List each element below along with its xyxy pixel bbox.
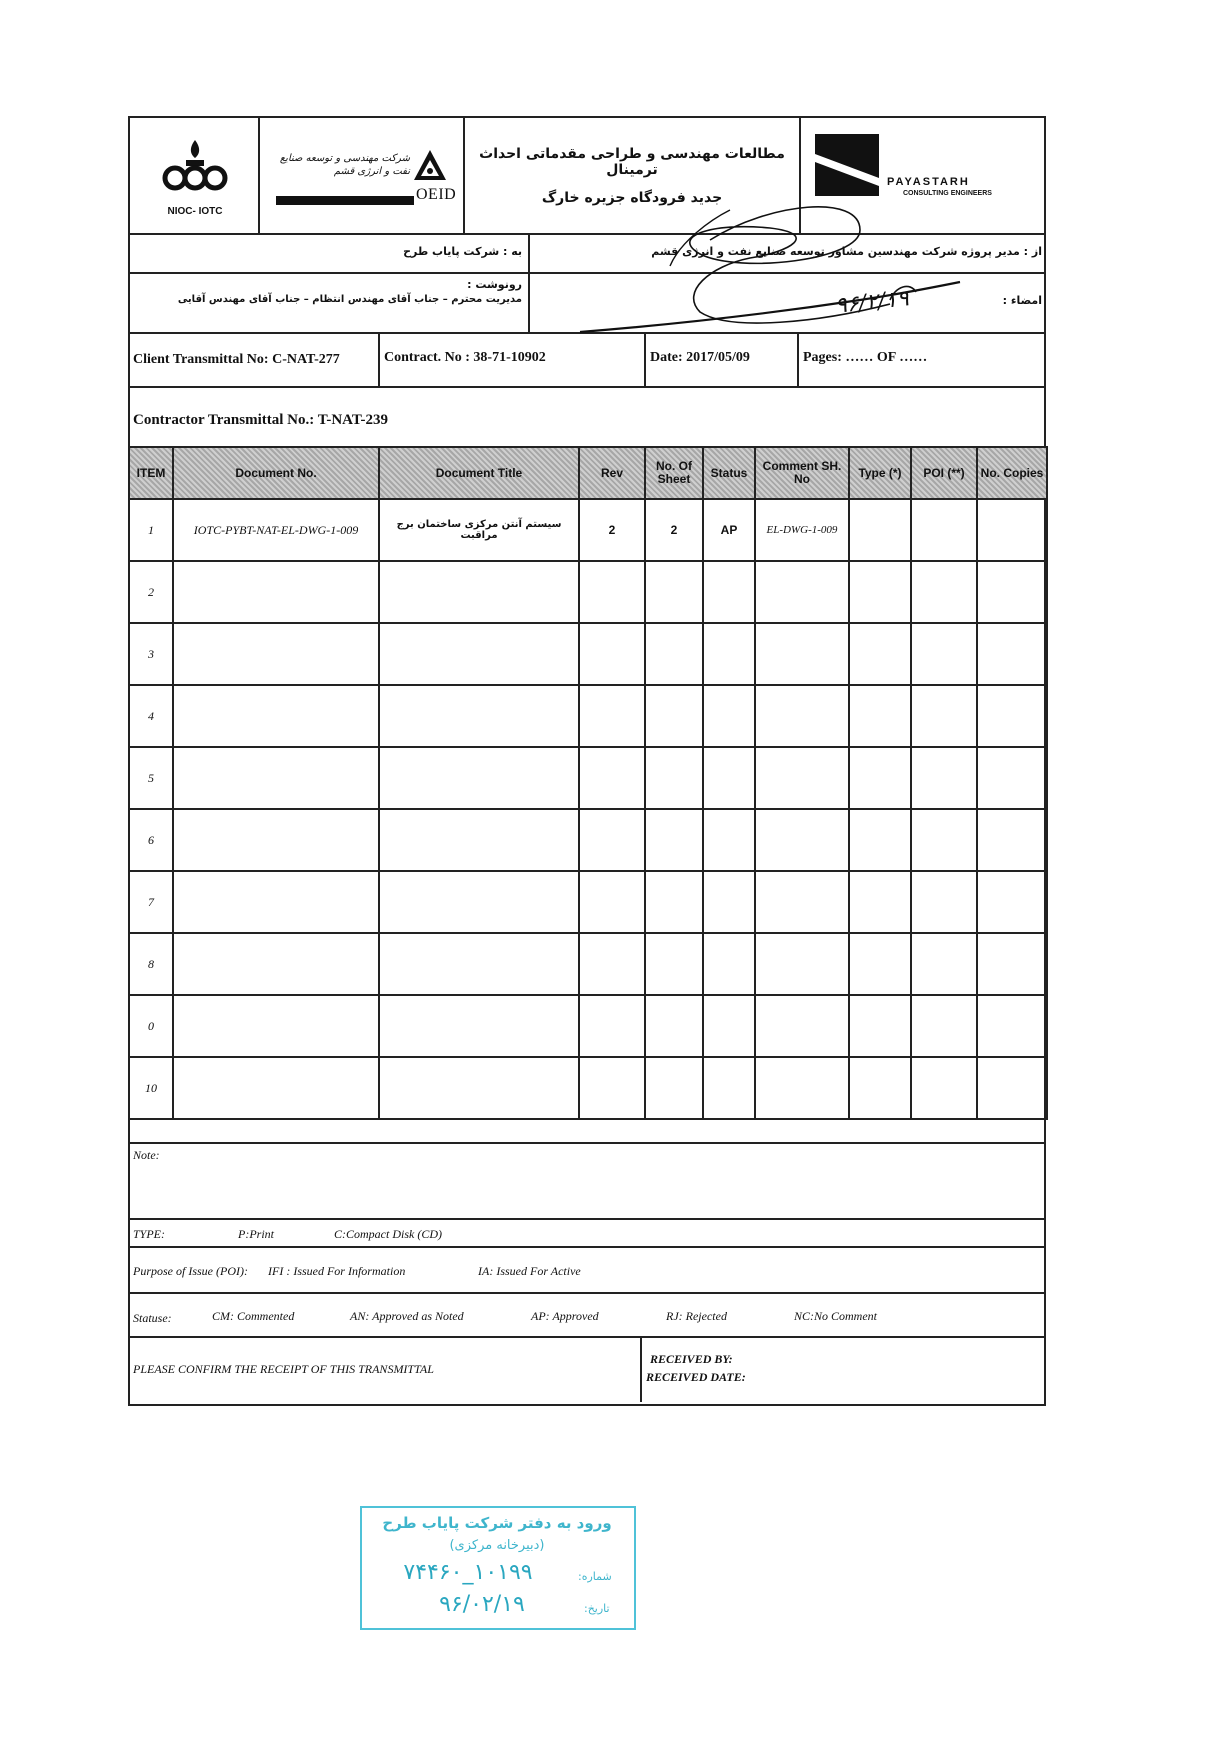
row-type: [849, 871, 911, 933]
table-row: [129, 995, 1047, 1057]
type-print: P:Print: [238, 1227, 274, 1241]
row-item-no: 5: [129, 747, 173, 809]
row-status: [703, 1057, 755, 1119]
row-no-of-sheet: [645, 623, 703, 685]
row-no-of-sheet: [645, 747, 703, 809]
stamp-number-value: ۱۰۱۹۹_۷۴۴۶۰: [403, 1560, 533, 1585]
row-item-no: 4: [129, 685, 173, 747]
row-document-title: [379, 871, 579, 933]
row-rev: [579, 809, 645, 871]
row-item-no: 2: [129, 561, 173, 623]
row-poi: [911, 871, 977, 933]
row-no-of-sheet: [645, 933, 703, 995]
row-document-no: [173, 995, 379, 1057]
row-rev: [579, 871, 645, 933]
row-comment-sh-no: [755, 685, 849, 747]
cc-value: مدیریت محترم – جناب آقای مهندس انتظام – جناب آقای مهندس آقایی: [177, 294, 522, 305]
row-type: [849, 1057, 911, 1119]
row-no-of-sheet: [645, 1057, 703, 1119]
row-rev: [579, 685, 645, 747]
row-comment-sh-no: [755, 871, 849, 933]
items-table: [128, 446, 1048, 1120]
row-no-of-sheet: [645, 995, 703, 1057]
row-poi: [911, 499, 977, 561]
row-item-no: 0: [129, 995, 173, 1057]
row-comment-sh-no: [755, 933, 849, 995]
table-row: [129, 1057, 1047, 1119]
row-type: [849, 623, 911, 685]
pages-count: Pages: …… OF ……: [803, 350, 928, 365]
header-item: ITEM: [129, 447, 173, 499]
row-poi: [911, 561, 977, 623]
header-comment-sh-no: Comment SH. No: [755, 447, 849, 499]
table-row: [129, 809, 1047, 871]
client-transmittal-no: Client Transmittal No: C-NAT-277: [130, 334, 380, 386]
row-item-no: 7: [129, 871, 173, 933]
legend-area: [130, 1142, 1044, 1404]
row-rev: [579, 995, 645, 1057]
table-row: [129, 561, 1047, 623]
row-document-no: [173, 685, 379, 747]
confirm-row: [130, 1336, 1044, 1402]
row-comment-sh-no: [755, 747, 849, 809]
items-table-wrap: [128, 446, 1048, 1120]
transmittal-info-row: [130, 334, 1044, 388]
row-document-title: [379, 623, 579, 685]
row-status: [703, 871, 755, 933]
stamp-date-value: ۹۶/۰۲/۱۹: [439, 1592, 525, 1617]
confirm-receipt-text: PLEASE CONFIRM THE RECEIPT OF THIS TRANSMITTAL: [130, 1338, 642, 1402]
row-status: [703, 747, 755, 809]
row-no-copies: [977, 871, 1047, 933]
row-type: [849, 747, 911, 809]
stamp-line2: (دبیرخانه مرکزی): [449, 1538, 545, 1553]
header-document-no: Document No.: [173, 447, 379, 499]
row-comment-sh-no: [755, 809, 849, 871]
stamp-line1: ورود به دفتر شرکت پایاب طرح: [382, 1514, 612, 1532]
status-nc: NC:No Comment: [794, 1309, 878, 1323]
payastarh-sub: CONSULTING ENGINEERS: [903, 190, 992, 197]
poi-ia: IA: Issued For Active: [478, 1264, 581, 1278]
poi-ifi: IFI : Issued For Information: [268, 1264, 406, 1278]
transmittal-date: Date: 2017/05/09: [646, 334, 799, 386]
status-an: AN: Approved as Noted: [350, 1309, 464, 1323]
receipt-stamp: [360, 1506, 636, 1630]
row-document-title: [379, 995, 579, 1057]
row-rev: [579, 561, 645, 623]
row-document-no: [173, 747, 379, 809]
row-type: [849, 561, 911, 623]
table-row: [129, 623, 1047, 685]
table-row: [129, 499, 1047, 561]
row-item-no: 1: [129, 499, 173, 561]
items-table-header: [129, 447, 1047, 499]
row-rev: [579, 623, 645, 685]
row-document-title: [379, 561, 579, 623]
oeid-bar: [276, 196, 414, 205]
row-comment-sh-no: [755, 623, 849, 685]
row-document-title: [379, 685, 579, 747]
row-comment-sh-no: [755, 1057, 849, 1119]
row-rev: [579, 747, 645, 809]
row-no-of-sheet: 2: [645, 499, 703, 561]
to-recipient: به : شرکت پایاب طرح: [130, 235, 530, 272]
row-comment-sh-no: EL-DWG-1-009: [755, 499, 849, 561]
header-document-title: Document Title: [379, 447, 579, 499]
row-document-no: [173, 623, 379, 685]
status-rj: RJ: Rejected: [666, 1309, 727, 1323]
contract-no: Contract. No : 38-71-10902: [380, 334, 646, 386]
header-no-of-sheet: No. Of Sheet: [645, 447, 703, 499]
project-title-line1: مطالعات مهندسی و طراحی مقدماتی احداث ترمینال: [479, 145, 785, 178]
from-sender: از : مدیر پروژه شرکت مهندسین مشاور توسعه صنایع نفت و انرژی قشم: [651, 245, 1042, 258]
row-poi: [911, 809, 977, 871]
row-document-title: [379, 809, 579, 871]
nioc-flame-icon: [162, 138, 228, 194]
row-document-no: [173, 933, 379, 995]
row-status: [703, 561, 755, 623]
row-document-title: سیستم آنتن مرکزی ساختمان برج مراقبت: [379, 499, 579, 561]
row-no-copies: [977, 933, 1047, 995]
received-date: RECEIVED DATE:: [646, 1370, 746, 1384]
header-type: Type (*): [849, 447, 911, 499]
row-status: [703, 933, 755, 995]
row-no-copies: [977, 499, 1047, 561]
type-cd: C:Compact Disk (CD): [334, 1227, 442, 1241]
stamp-number-label: شماره:: [578, 1570, 612, 1583]
row-no-copies: [977, 809, 1047, 871]
row-status: [703, 623, 755, 685]
table-row: [129, 747, 1047, 809]
row-no-of-sheet: [645, 685, 703, 747]
nioc-logo-cell: [130, 118, 260, 233]
row-document-title: [379, 747, 579, 809]
row-no-copies: [977, 1057, 1047, 1119]
table-row: [129, 685, 1047, 747]
header-status: Status: [703, 447, 755, 499]
row-poi: [911, 933, 977, 995]
row-comment-sh-no: [755, 995, 849, 1057]
row-item-no: 10: [129, 1057, 173, 1119]
handwritten-signature: [560, 182, 990, 342]
poi-label: Purpose of Issue (POI):: [133, 1264, 248, 1278]
header-no-copies: No. Copies: [977, 447, 1047, 499]
row-poi: [911, 623, 977, 685]
row-item-no: 8: [129, 933, 173, 995]
row-document-no: [173, 1057, 379, 1119]
row-no-copies: [977, 685, 1047, 747]
oeid-label: OEID: [416, 186, 457, 203]
row-poi: [911, 995, 977, 1057]
row-no-copies: [977, 747, 1047, 809]
row-document-no: [173, 871, 379, 933]
header-poi: POI (**): [911, 447, 977, 499]
row-rev: [579, 933, 645, 995]
row-item-no: 3: [129, 623, 173, 685]
row-type: [849, 685, 911, 747]
row-document-title: [379, 933, 579, 995]
row-no-copies: [977, 623, 1047, 685]
cc-cell: [130, 274, 530, 332]
project-title-line2: جدید فرودگاه جزیره خارگ: [541, 189, 723, 206]
header-rev: Rev: [579, 447, 645, 499]
row-comment-sh-no: [755, 561, 849, 623]
row-no-of-sheet: [645, 561, 703, 623]
transmittal-form: [128, 116, 1046, 1406]
oeid-persian-name: شرکت مهندسی و توسعه صنایع نفت و انرژی قشم: [279, 153, 410, 177]
contractor-transmittal-no: Contractor Transmittal No.: T-NAT-239: [133, 412, 388, 428]
status-cm: CM: Commented: [212, 1309, 295, 1323]
stamp-date-label: تاریخ:: [584, 1602, 610, 1615]
received-by: RECEIVED BY:: [650, 1352, 733, 1366]
row-type: [849, 809, 911, 871]
row-no-copies: [977, 561, 1047, 623]
row-document-no: [173, 809, 379, 871]
note-label: Note:: [133, 1148, 160, 1162]
row-no-of-sheet: [645, 871, 703, 933]
status-label: Statuse:: [133, 1311, 172, 1325]
row-status: AP: [703, 499, 755, 561]
table-row: [129, 871, 1047, 933]
row-no-of-sheet: [645, 809, 703, 871]
signature-label: امضاء :: [1002, 294, 1042, 307]
row-type: [849, 933, 911, 995]
row-rev: 2: [579, 499, 645, 561]
type-row: [130, 1218, 1044, 1246]
row-rev: [579, 1057, 645, 1119]
oeid-logo-cell: [260, 118, 465, 233]
row-document-no: IOTC-PYBT-NAT-EL-DWG-1-009: [173, 499, 379, 561]
row-type: [849, 499, 911, 561]
row-status: [703, 809, 755, 871]
poi-row: [130, 1246, 1044, 1292]
status-row: [130, 1292, 1044, 1336]
row-status: [703, 995, 755, 1057]
row-type: [849, 995, 911, 1057]
row-poi: [911, 1057, 977, 1119]
row-no-copies: [977, 995, 1047, 1057]
row-poi: [911, 747, 977, 809]
row-poi: [911, 685, 977, 747]
handwritten-date: ۹۶/۲/۱۹: [833, 286, 911, 319]
type-label: TYPE:: [133, 1227, 166, 1241]
table-row: [129, 933, 1047, 995]
row-item-no: 6: [129, 809, 173, 871]
oeid-triangle-icon: [412, 148, 448, 182]
row-status: [703, 685, 755, 747]
cc-label: رونوشت :: [467, 278, 522, 291]
row-document-title: [379, 1057, 579, 1119]
status-ap: AP: Approved: [531, 1309, 599, 1323]
nioc-label: NIOC- IOTC: [167, 206, 223, 217]
row-document-no: [173, 561, 379, 623]
payastarh-name: PAYASTARH: [887, 176, 970, 188]
